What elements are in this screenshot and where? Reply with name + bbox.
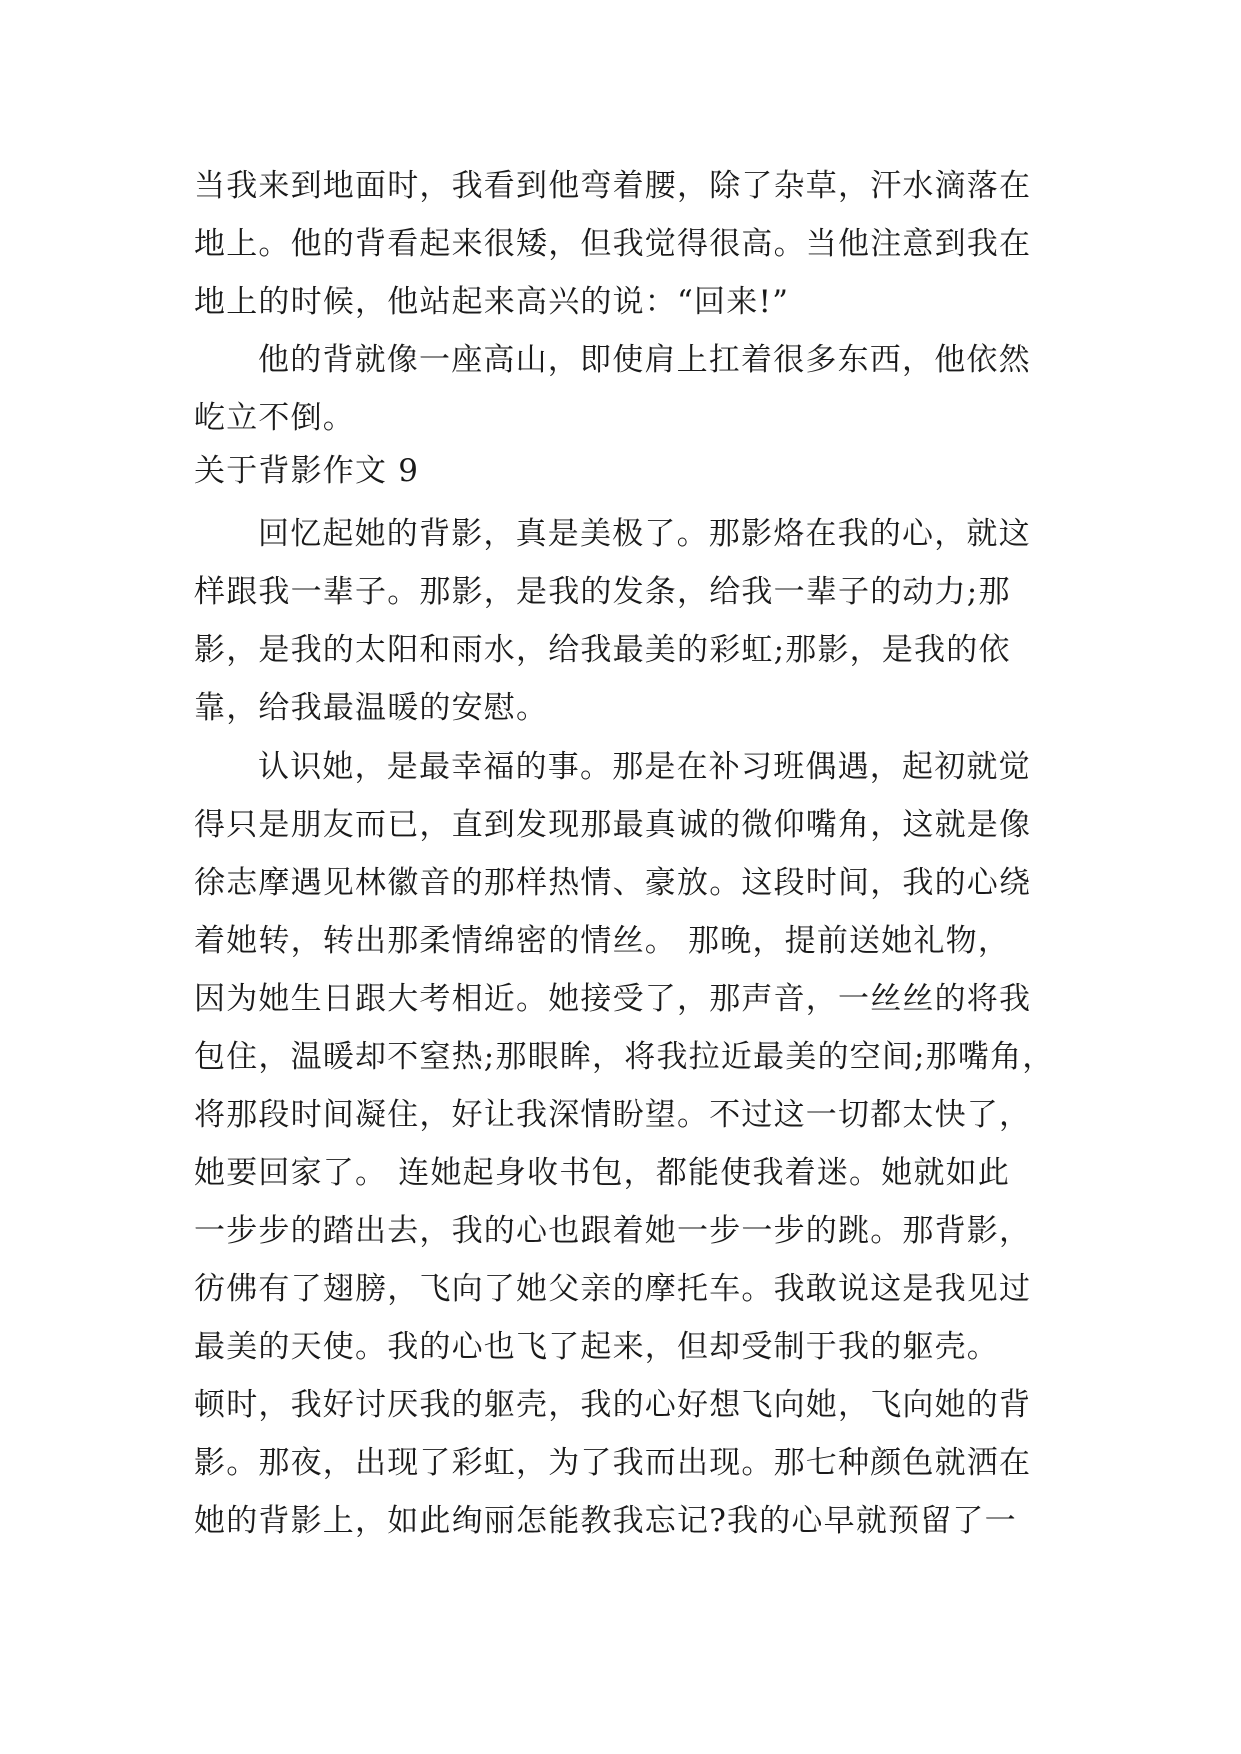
paragraph-line: 将那段时间凝住，好让我深情盼望。不过这一切都太快了，	[194, 1097, 1032, 1133]
paragraph-line: 因为她生日跟大考相近。她接受了，那声音，一丝丝的将我	[194, 981, 1032, 1017]
paragraph-line: 她的背影上，如此绚丽怎能教我忘记?我的心早就预留了一	[194, 1503, 1017, 1539]
paragraph-line: 回忆起她的背影，真是美极了。那影烙在我的心，就这	[258, 516, 1031, 552]
paragraph-line: 地上的时候，他站起来高兴的说：“回来!”	[194, 284, 790, 320]
paragraph-line: 她要回家了。 连她起身收书包，都能使我着迷。她就如此	[194, 1155, 1011, 1191]
paragraph-line: 一步步的踏出去，我的心也跟着她一步一步的跳。那背影，	[194, 1213, 1032, 1249]
paragraph-line: 当我来到地面时，我看到他弯着腰，除了杂草，汗水滴落在	[194, 168, 1032, 204]
paragraph-line: 样跟我一辈子。那影，是我的发条，给我一辈子的动力;那	[194, 574, 1011, 610]
paragraph-line: 靠，给我最温暖的安慰。	[194, 690, 549, 726]
paragraph-line: 地上。他的背看起来很矮，但我觉得很高。当他注意到我在	[194, 226, 1032, 262]
paragraph-line: 屹立不倒。	[194, 400, 355, 436]
paragraph-line: 得只是朋友而已，直到发现那最真诚的微仰嘴角，这就是像	[194, 807, 1032, 843]
paragraph-line: 最美的天使。我的心也飞了起来，但却受制于我的躯壳。	[194, 1329, 999, 1365]
paragraph-line: 包住，温暖却不窒热;那眼眸，将我拉近最美的空间;那嘴角，	[194, 1039, 1055, 1075]
paragraph-line: 徐志摩遇见林徽音的那样热情、豪放。这段时间，我的心绕	[194, 865, 1032, 901]
paragraph-line: 他的背就像一座高山，即使肩上扛着很多东西，他依然	[258, 342, 1031, 378]
paragraph-line: 认识她，是最幸福的事。那是在补习班偶遇，起初就觉	[258, 749, 1031, 785]
paragraph-line: 影，是我的太阳和雨水，给我最美的彩虹;那影，是我的依	[194, 632, 1011, 668]
paragraph-line: 顿时，我好讨厌我的躯壳，我的心好想飞向她，飞向她的背	[194, 1387, 1032, 1423]
paragraph-line: 彷佛有了翅膀，飞向了她父亲的摩托车。我敢说这是我见过	[194, 1271, 1032, 1307]
paragraph-line: 着她转，转出那柔情绵密的情丝。 那晚，提前送她礼物，	[194, 923, 1011, 959]
paragraph-line: 影。那夜，出现了彩虹，为了我而出现。那七种颜色就洒在	[194, 1445, 1032, 1481]
section-title: 关于背影作文 9	[194, 453, 420, 489]
